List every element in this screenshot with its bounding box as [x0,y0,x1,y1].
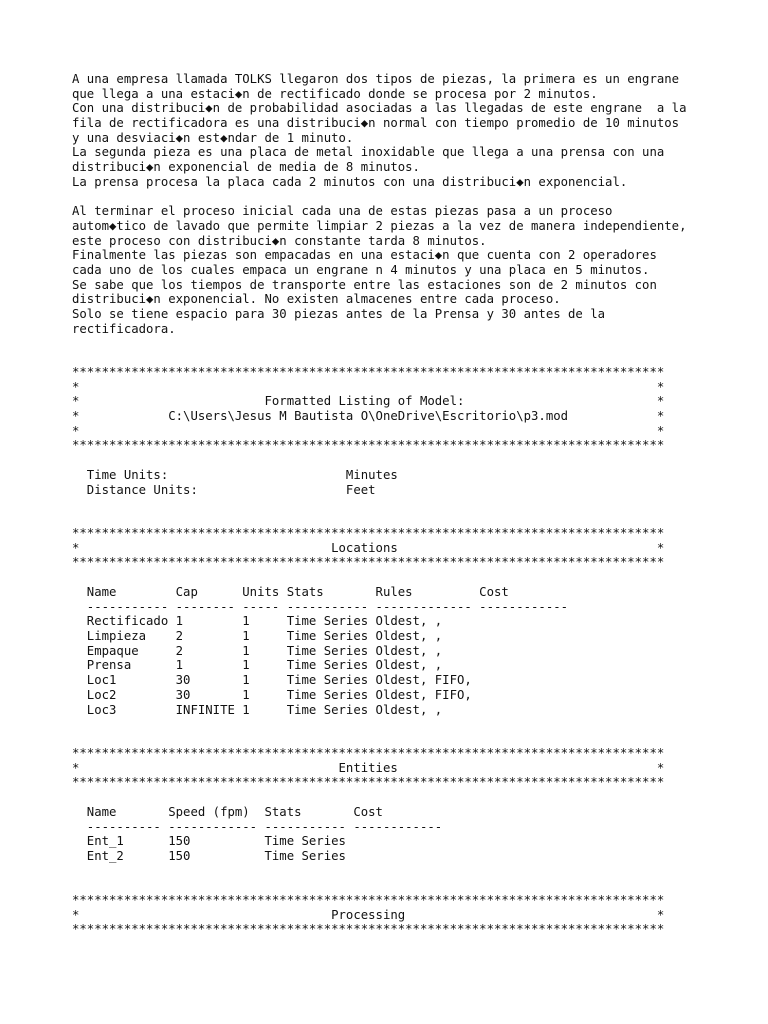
text-line: Empaque 2 1 Time Series Oldest, , [72,643,443,658]
text-line: ******************************************************************************** [72,365,665,379]
text-line: * * [72,423,665,438]
problem-statement [72,72,686,336]
text-line: Ent_2 150 Time Series [72,849,346,864]
text-line: ******************************************************************************** [72,438,665,453]
text-line: cada uno de los cuales empaca un engrane n 4 minutos y una placa en 5 minutos. [72,262,650,277]
text-line: ******************************************************************************** [72,775,665,790]
text-line: Con una distribuci◆n de probabilidad asociadas a las llegadas de este engrane a la [72,101,687,116]
text-line: y una desviaci◆n est◆ndar de 1 minuto. [72,130,354,145]
locations-header [72,526,664,570]
model-listing-header [72,365,664,453]
text-line: La segunda pieza es una placa de metal inoxidable que llega a una prensa con una [72,145,665,160]
text-line: Finalmente las piezas son empacadas en una estaci◆n que cuenta con 2 operadores [72,248,657,263]
text-line: Se sabe que los tiempos de transporte entre las estaciones son de 2 minutos con [72,277,657,292]
text-line: ----------- -------- ----- ----------- ------------- ------------ [72,599,569,614]
text-line: * Locations * [72,540,665,555]
units-section [72,468,398,497]
text-line: Limpieza 2 1 Time Series Oldest, , [72,629,443,644]
text-line: Rectificado 1 1 Time Series Oldest, , [72,614,443,629]
text-line: * Entities * [72,760,665,775]
entities-table [72,805,442,864]
text-line: fila de rectificadora es una distribuci◆n normal con tiempo promedio de 10 minutos [72,116,680,131]
text-line: La prensa procesa la placa cada 2 minutos con una distribuci◆n exponencial. [72,174,628,189]
text-line: Time Units: Minutes [72,468,398,482]
text-line [72,190,686,205]
text-line: ******************************************************************************** [72,922,665,937]
text-line: * C:\Users\Jesus M Bautista O\OneDrive\Escritorio\p3.mod * [72,409,665,424]
text-line: ******************************************************************************** [72,526,665,540]
text-line: Ent_1 150 Time Series [72,834,346,849]
text-line: Name Speed (fpm) Stats Cost [72,805,383,819]
text-line: ******************************************************************************** [72,555,665,570]
text-line: Distance Units: Feet [72,482,376,497]
text-line: Prensa 1 1 Time Series Oldest, , [72,658,443,673]
text-line: Solo se tiene espacio para 30 piezas antes de la Prensa y 30 antes de la [72,307,606,321]
locations-table [72,585,568,717]
text-line: ******************************************************************************** [72,893,665,907]
text-line: Loc2 30 1 Time Series Oldest, FIFO, [72,687,472,702]
text-line: distribuci◆n exponencial. No existen almacenes entre cada proceso. [72,292,561,307]
text-line: ---------- ------------ ----------- ------------ [72,819,443,834]
text-line: rectificadora. [72,321,176,336]
text-line: Loc3 INFINITE 1 Time Series Oldest, , [72,702,443,717]
text-line: Name Cap Units Stats Rules Cost [72,585,509,599]
processing-header [72,893,664,937]
text-line: Loc1 30 1 Time Series Oldest, FIFO, [72,673,472,688]
text-line: que llega a una estaci◆n de rectificado donde se procesa por 2 minutos. [72,86,598,101]
entities-header [72,746,664,790]
text-line: ******************************************************************************** [72,746,665,760]
text-line: autom◆tico de lavado que permite limpiar 2 piezas a la vez de manera independiente, [72,218,687,233]
text-line: distribuci◆n exponencial de media de 8 minutos. [72,160,420,175]
text-line: * Processing * [72,907,665,922]
text-line: A una empresa llamada TOLKS llegaron dos tipos de piezas, la primera es un engrane [72,72,680,86]
text-line: Al terminar el proceso inicial cada una de estas piezas pasa a un proceso [72,204,613,219]
text-line: este proceso con distribuci◆n constante tarda 8 minutos. [72,233,487,248]
text-line: * Formatted Listing of Model: * [72,394,665,409]
text-line: * * [72,379,665,394]
